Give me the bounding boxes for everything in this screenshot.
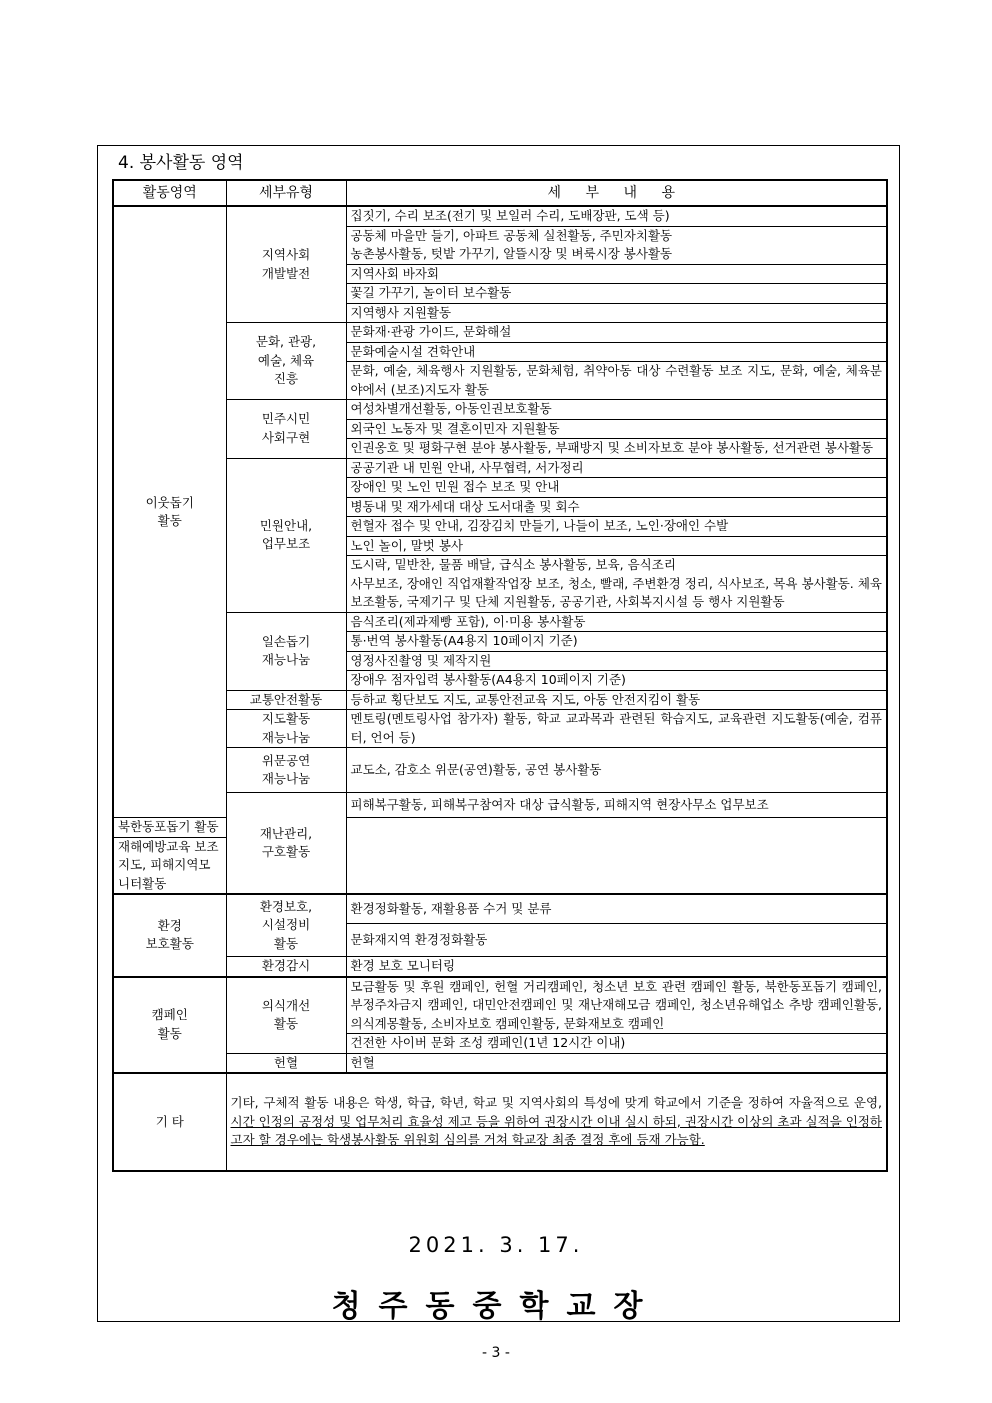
- table-row: [113, 690, 887, 710]
- sub-civil: 민원안내, 업무보조: [226, 458, 346, 612]
- content-cell: 지역행사 지원활동: [346, 303, 887, 323]
- area-campaign: 캠페인 활동: [113, 977, 226, 1074]
- content-cell: 교도소, 감호소 위문(공연)활동, 공연 봉사활동: [346, 748, 887, 793]
- content-cell: 병동내 및 재가세대 대상 도서대출 및 회수: [346, 497, 887, 517]
- document-date: 2021. 3. 17.: [408, 1233, 584, 1257]
- content-cell: 공동체 마을만 들기, 아파트 공동체 실천활동, 주민자치활동 농촌봉사활동, 텃밭 가꾸기, 알뜰시장 및 벼룩시장 봉사활동: [346, 226, 887, 264]
- misc-plain-text: 기타, 구체적 활동 내용은 학생, 학급, 학년, 학교 및 지역사회의 특성에 맞게 학교에서 기준을 정하여 자율적으로 운영,: [230, 1095, 882, 1111]
- volunteer-activity-table: [112, 179, 888, 1172]
- section-title: 4. 봉사활동 영역: [118, 153, 244, 173]
- content-cell: 모금활동 및 후원 캠페인, 헌혈 거리캠페인, 청소년 보호 관련 캠페인 활동, 북한동포돕기 캠페인, 부정주차금지 캠페인, 대민안전캠페인 및 재난재해모금 캠페인, 청소년유해업소 추방 캠페인활동, 의식계몽활동, 소비자보호 캠페인활동, 문화재보호 캠페인: [346, 977, 887, 1034]
- content-cell: 집짓기, 수리 보조(전기 및 보일러 수리, 도배장판, 도색 등): [346, 206, 887, 226]
- table-row: [113, 957, 887, 977]
- content-cell: 외국인 노동자 및 결혼이민자 지원활동: [346, 419, 887, 439]
- sub-env-monitor: 환경감시: [226, 957, 346, 977]
- table-row: [113, 458, 887, 478]
- area-environment: 환경 보호활동: [113, 894, 226, 977]
- table-row: [113, 1053, 887, 1073]
- content-cell: 꽃길 가꾸기, 놀이터 보수활동: [346, 284, 887, 304]
- misc-content: [226, 1073, 887, 1171]
- table-row: [113, 748, 887, 793]
- misc-underlined-text: 시간 인정의 공정성 및 업무처리 효율성 제고 등을 위하여 권장시간 이내 실시 하되, 권장시간 이상의 초과 실적을 인정하고자 할 경우에는 학생봉사활동 위원회 심의를 거쳐 학교장 최종 결정 후에 등재 가능함.: [230, 1113, 882, 1148]
- content-cell: 음식조리(제과제빵 포함), 이·미용 봉사활동: [346, 612, 887, 632]
- content-cell: 문화재·관광 가이드, 문화해설: [346, 323, 887, 343]
- table-row: [113, 612, 887, 632]
- content-cell: 여성차별개선활동, 아동인권보호활동: [346, 400, 887, 420]
- table-row: [113, 400, 887, 420]
- header-content: 세 부 내 용: [346, 180, 887, 206]
- content-cell: 문화, 예술, 체육행사 지원활동, 문화체험, 취약아동 대상 수련활동 보조 지도, 문화, 예술, 체육분야에서 (보조)지도자 활동: [346, 362, 887, 400]
- content-cell: 헌혈자 접수 및 안내, 김장김치 만들기, 나들이 보조, 노인·장애인 수발: [346, 517, 887, 537]
- content-cell: 영정사진촬영 및 제작지원: [346, 651, 887, 671]
- sub-community: 지역사회 개발발전: [226, 206, 346, 323]
- sub-democracy: 민주시민 사회구현: [226, 400, 346, 459]
- sub-traffic: 교통안전활동: [226, 690, 346, 710]
- header-subtype: 세부유형: [226, 180, 346, 206]
- content-cell: 재해예방교육 보조지도, 피해지역모니터활동: [113, 837, 226, 894]
- sub-env-protect: 환경보호, 시설정비 활동: [226, 894, 346, 957]
- content-cell: 노인 놀이, 말벗 봉사: [346, 536, 887, 556]
- content-cell: 북한동포돕기 활동: [113, 818, 226, 838]
- content-cell: 도시락, 밑반찬, 물품 배달, 급식소 봉사활동, 보육, 음식조리 사무보조, 장애인 직업재활작업장 보조, 청소, 빨래, 주변환경 정리, 식사보조, 목욕 봉사활동. 체육 보조활동, 국제기구 및 단체 지원활동, 공공기관, 사회복지시설 등 행사 지원활동: [346, 556, 887, 613]
- content-cell: 피해복구활동, 피해복구참여자 대상 급식활동, 피해지역 현장사무소 업무보조: [346, 793, 887, 818]
- table-row: [113, 206, 887, 226]
- table-header-row: [113, 180, 887, 206]
- content-cell: 건전한 사이버 문화 조성 캠페인(1년 12시간 이내): [346, 1034, 887, 1054]
- content-cell: 장애우 점자입력 봉사활동(A4용지 10페이지 기준): [346, 671, 887, 691]
- sub-culture: 문화, 관광, 예술, 체육 진흥: [226, 323, 346, 400]
- area-misc: 기 타: [113, 1073, 226, 1171]
- header-area: 활동영역: [113, 180, 226, 206]
- content-cell: 통·번역 봉사활동(A4용지 10페이지 기준): [346, 632, 887, 652]
- table-row: [113, 793, 887, 818]
- content-cell: 지역사회 바자회: [346, 264, 887, 284]
- sub-guidance: 지도활동 재능나눔: [226, 710, 346, 748]
- table-row: [113, 1073, 887, 1171]
- sub-work: 일손돕기 재능나눔: [226, 612, 346, 690]
- table-row: [113, 977, 887, 1034]
- sub-awareness: 의식개선 활동: [226, 977, 346, 1054]
- content-cell: 문화예술시설 견학안내: [346, 342, 887, 362]
- sub-blood: 헌혈: [226, 1053, 346, 1073]
- content-cell: 등하교 횡단보도 지도, 교통안전교육 지도, 아동 안전지킴이 활동: [346, 690, 887, 710]
- school-signature: 청주동중학교장: [331, 1289, 661, 1324]
- table-row: [113, 894, 887, 924]
- table-row: [113, 323, 887, 343]
- page-number: - 3 -: [482, 1345, 510, 1361]
- content-cell: 환경정화활동, 재활용품 수거 및 분류: [346, 894, 887, 924]
- area-neighbor: 이웃돕기 활동: [113, 206, 226, 818]
- sub-disaster: 재난관리, 구호활동: [226, 793, 346, 895]
- content-cell: 공공기관 내 민원 안내, 사무협력, 서가정리: [346, 458, 887, 478]
- content-cell: 멘토링(멘토링사업 참가자) 활동, 학교 교과목과 관련된 학습지도, 교육관련 지도활동(예술, 컴퓨터, 언어 등): [346, 710, 887, 748]
- content-cell: 헌혈: [346, 1053, 887, 1073]
- content-cell: 장애인 및 노인 민원 접수 보조 및 안내: [346, 478, 887, 498]
- table-row: [113, 710, 887, 748]
- content-cell: 문화재지역 환경정화활동: [346, 924, 887, 957]
- content-cell: 환경 보호 모니터링: [346, 957, 887, 977]
- sub-visit: 위문공연 재능나눔: [226, 748, 346, 793]
- content-cell: 인권옹호 및 평화구현 분야 봉사활동, 부패방지 및 소비자보호 분야 봉사활동, 선거관련 봉사활동: [346, 439, 887, 459]
